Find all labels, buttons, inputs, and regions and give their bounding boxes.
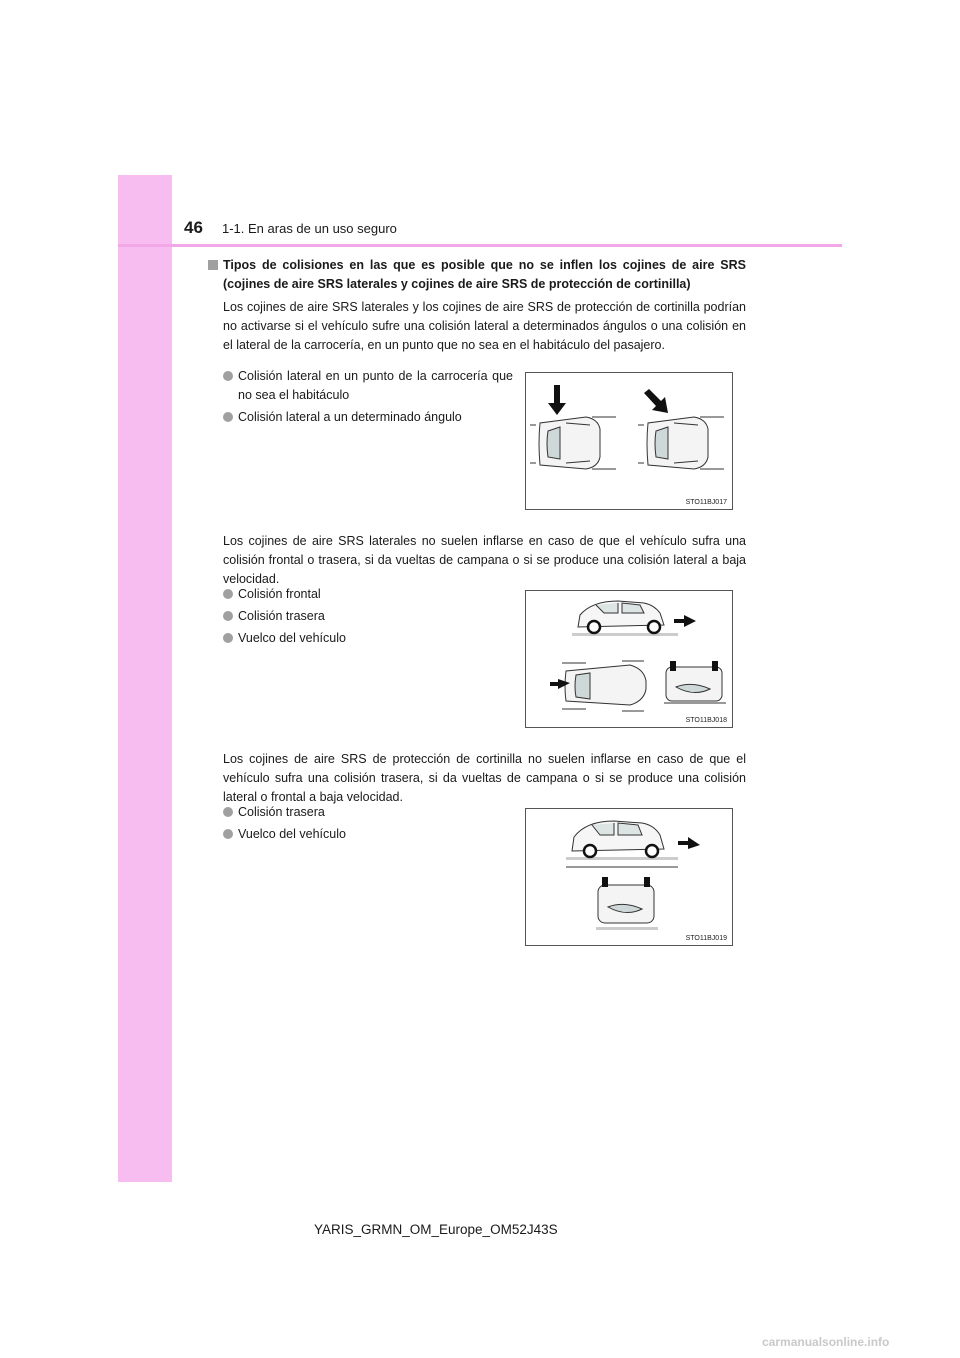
paragraph-1: Los cojines de aire SRS laterales y los cojines de aire SRS de protección de cortinilla podrían no activarse si el vehículo sufre una colisión lateral a determinados ángulos o una colisión en el lateral de la carrocería, en un punto que no sea en el habitáculo del pasajero. [223, 300, 746, 352]
section-title: 1-1. En aras de un uso seguro [222, 221, 397, 236]
section-heading-text: Tipos de colisiones en las que es posible que no se inflen los cojines de aire SRS (cojines de aire SRS laterales y cojines de aire SRS de protección de cortinilla) [223, 258, 746, 291]
figure-code: STO11BJ017 [685, 499, 727, 506]
list-item: Vuelco del vehículo [223, 825, 508, 844]
circle-bullet-icon [223, 412, 233, 422]
figure-rear-rollover [525, 808, 733, 946]
list-1 [208, 367, 513, 430]
page-number: 46 [184, 218, 203, 237]
list-item: Vuelco del vehículo [223, 629, 508, 648]
circle-bullet-icon [223, 611, 233, 621]
circle-bullet-icon [223, 633, 233, 643]
header-rule [118, 244, 842, 247]
figure-frontal-rear-rollover [525, 590, 733, 728]
footer-document-code: YARIS_GRMN_OM_Europe_OM52J43S [314, 1222, 558, 1237]
side-tab-band [118, 175, 172, 1182]
list-3 [208, 803, 508, 847]
list-item: Colisión trasera [223, 607, 508, 626]
paragraph-3: Los cojines de aire SRS de protección de cortinilla no suelen inflarse en caso de que el vehículo sufra una colisión trasera, si da vueltas de campana o si se produce una colisión lateral o frontal a baja velocidad. [223, 752, 746, 804]
list-item: Colisión frontal [223, 585, 508, 604]
square-bullet-icon [208, 260, 218, 270]
watermark: carmanualsonline.info [762, 1335, 890, 1349]
figure-code: STO11BJ019 [685, 935, 727, 942]
list-item: Colisión lateral en un punto de la carrocería que no sea el habitáculo [223, 367, 513, 405]
paragraph-2: Los cojines de aire SRS laterales no suelen inflarse en caso de que el vehículo sufra una colisión frontal o trasera, si da vueltas de campana o si se produce una colisión lateral a baja velocidad. [223, 534, 746, 586]
paragraph-2-block [208, 528, 746, 589]
side-collision-illustration [526, 373, 732, 509]
paragraph-3-block [208, 746, 746, 807]
frontal-rear-rollover-illustration [526, 591, 732, 727]
intro-section [208, 256, 746, 355]
figure-code: STO11BJ018 [685, 717, 727, 724]
circle-bullet-icon [223, 589, 233, 599]
section-heading [208, 256, 746, 294]
rear-rollover-illustration [526, 809, 732, 945]
circle-bullet-icon [223, 807, 233, 817]
list-item: Colisión lateral a un determinado ángulo [223, 408, 513, 427]
figure-side-collision [525, 372, 733, 510]
list-2 [208, 585, 508, 651]
list-item: Colisión trasera [223, 803, 508, 822]
circle-bullet-icon [223, 829, 233, 839]
circle-bullet-icon [223, 371, 233, 381]
